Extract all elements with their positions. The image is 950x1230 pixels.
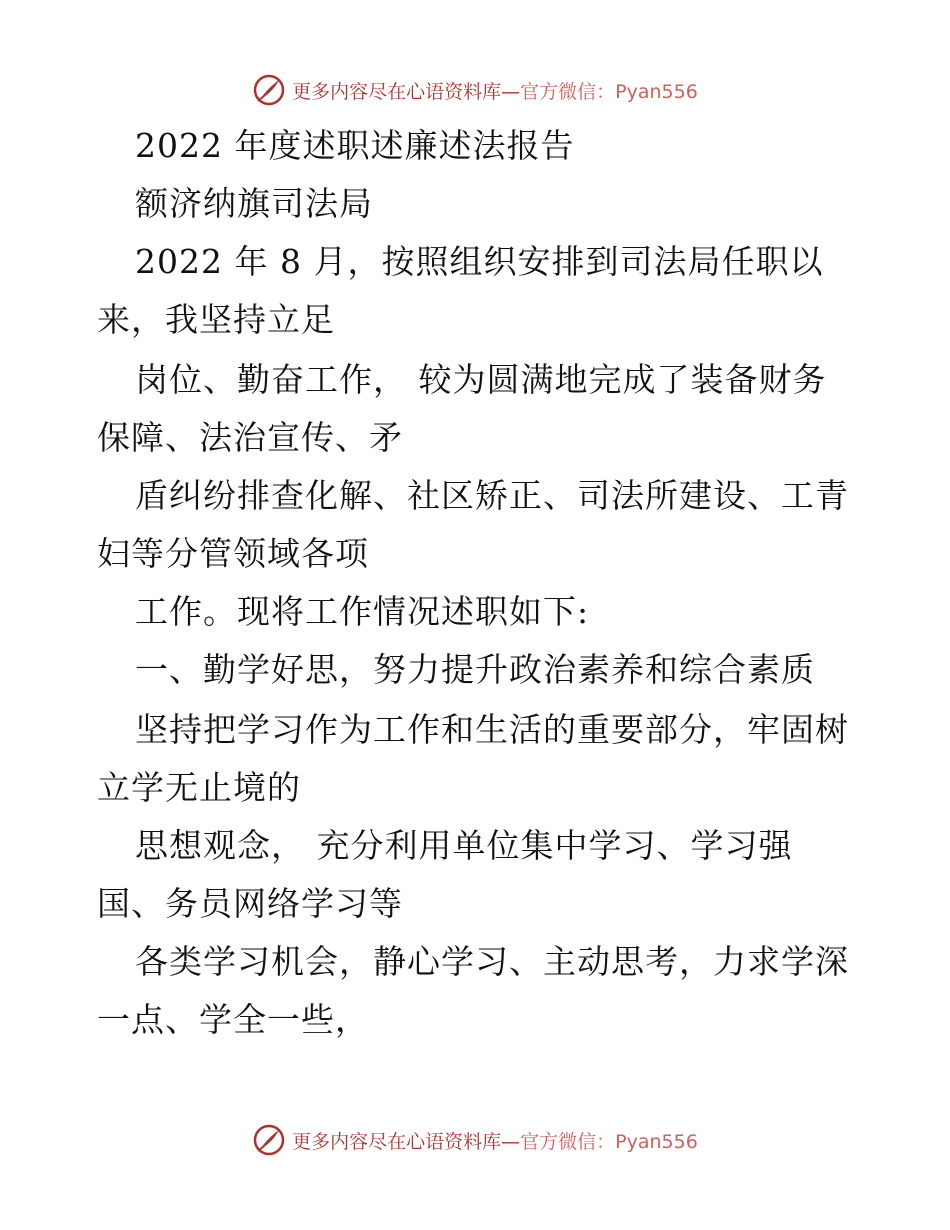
paragraph-line: 盾纠纷排查化解、社区矫正、司法所建设、工青 — [135, 476, 849, 515]
banner-text: 更多内容尽在心语资料库— — [292, 1130, 521, 1153]
quill-seal-icon — [252, 73, 286, 107]
paragraph-line: 一点、学全一些， — [97, 1000, 369, 1039]
paragraph-line: 2022 年 8 月，按照组织安排到司法局任职以 — [135, 242, 824, 281]
paragraph-line: 工作。现将工作情况述职如下: — [135, 592, 590, 631]
paragraph-line: 来，我坚持立足 — [97, 300, 335, 339]
paragraph-line: 坚持把学习作为工作和生活的重要部分，牢固树 — [135, 710, 849, 749]
footer-banner — [0, 1120, 950, 1160]
section-heading: 一、勤学好思，努力提升政治素养和综合素质 — [135, 650, 815, 689]
banner-wechat: 官方微信：Pyan556 — [520, 80, 698, 103]
report-author: 额济纳旗司法局 — [135, 184, 373, 223]
header-banner — [0, 70, 950, 110]
banner-wechat: 官方微信：Pyan556 — [520, 1130, 698, 1153]
paragraph-line: 各类学习机会，静心学习、主动思考，力求学深 — [135, 942, 849, 981]
paragraph-line: 立学无止境的 — [97, 768, 301, 807]
banner-text: 更多内容尽在心语资料库— — [292, 80, 521, 103]
paragraph-line: 岗位、勤奋工作， 较为圆满地完成了装备财务 — [135, 360, 827, 399]
report-title: 2022 年度述职述廉述法报告 — [135, 126, 575, 165]
quill-seal-icon — [252, 1123, 286, 1157]
paragraph-line: 国、务员网络学习等 — [97, 884, 403, 923]
paragraph-line: 妇等分管领域各项 — [97, 534, 369, 573]
paragraph-line: 思想观念， 充分利用单位集中学习、学习强 — [135, 826, 793, 865]
paragraph-line: 保障、法治宣传、矛 — [97, 418, 403, 457]
